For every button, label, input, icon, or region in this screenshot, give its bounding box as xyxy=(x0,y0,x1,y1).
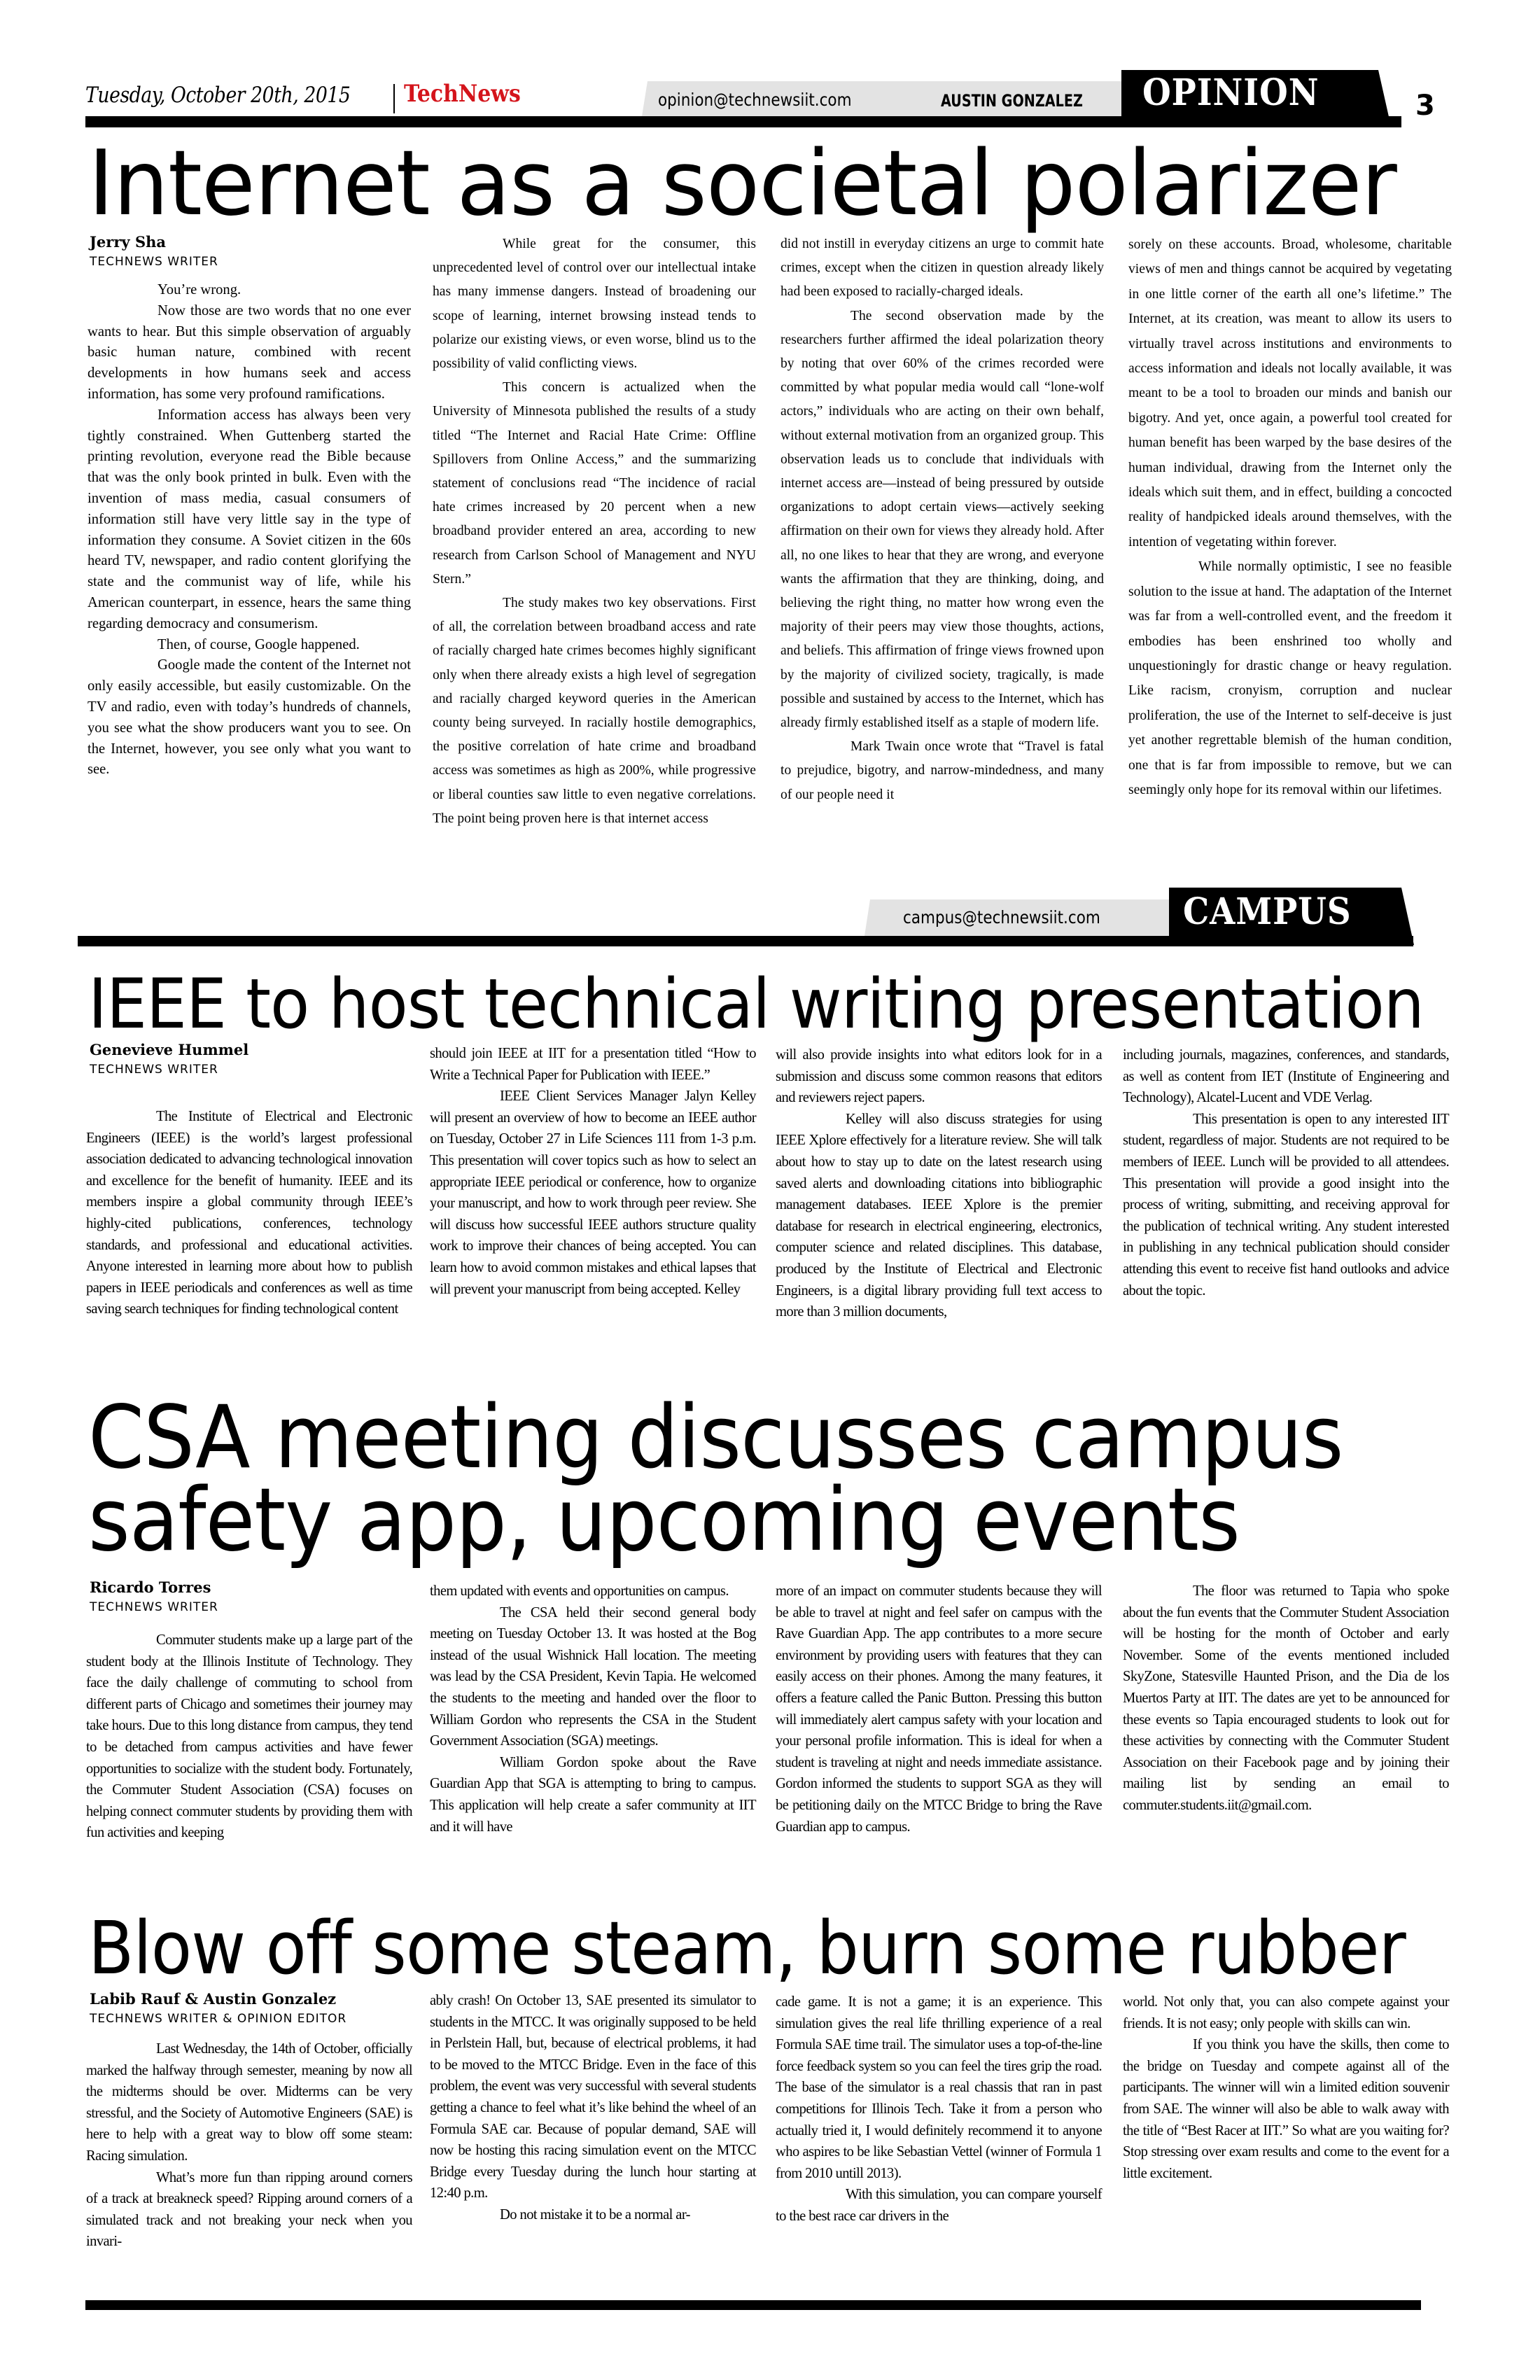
byline xyxy=(90,1578,218,1614)
paragraph: Information access has always been very tightly constrained. When Guttenberg started the printing revolution, everyone read the Bible because that was the only book printed in bulk. Even with the invention of mass media, casual consumers of information still have very little say in the type of information they consume. A Soviet citizen in the 60s heard TV, newspaper, and radio content glorifying the state and the communist way of life, while his American counterpart, in essence, hears the same thing regarding democracy and consumerism. xyxy=(88,407,411,631)
paragraph: While great for the consumer, this unprecedented level of control over our intellectual intake has many immense dangers. Instead of broadening our scope of learning, internet browsing instead tends to polarize our existing views, or even worse, blind us to the possibility of valid conflicting views. xyxy=(433,237,756,372)
article-column-4 xyxy=(1123,1581,1449,1816)
paragraph: should join IEEE at IIT for a presentation titled “How to Write a Technical Paper for Publication with IEEE.” xyxy=(430,1046,756,1083)
article-column-3 xyxy=(780,232,1104,807)
article-headline: Blow off some steam, burn some rubber xyxy=(88,1905,1406,1991)
author-role: TECHNEWS WRITER & OPINION EDITOR xyxy=(90,2012,347,2026)
paragraph: Kelley will also discuss strategies for using IEEE Xplore effectively for a literature review. She will talk about how to stay up to date on the latest research using saved alerts and downloading citations into bibliographic management databases. IEEE Xplore is the premier database for research in electrical engineering, electronics, computer science and related disciplines. This database, produced by the Institute of Electrical and Electronic Engineers, is a digital library providing full text access to more than 3 million documents, xyxy=(776,1111,1102,1320)
paragraph: While normally optimistic, I see no feasible solution to the issue at hand. The adaptation of the Internet was far from a well-controlled event, and the freedom it embodies has been enshrined too wholly and unquestioningly for drastic change or heavy regulation. Like racism, cronyism, corruption and nuclear proliferation, the use of the Internet to self-deceive is just yet another regrettable blemish of the human condition, one that is far from impossible to remove, but we can seemingly only hope for its removal within our lifetimes. xyxy=(1128,559,1452,797)
paragraph: Last Wednesday, the 14th of October, officially marked the halfway through semester, meaning by now all the midterms should be over. Midterms can be very stressful, and the Society of Automotive Engineers (SAE) is here to help with a great way to blow off some steam: Racing simulation. xyxy=(86,2041,412,2164)
article-column-4 xyxy=(1123,1991,1449,2184)
paragraph: The study makes two key observations. First of all, the correlation between broadband access and rate of racially charged hate crimes becomes highly significant only when there already exists a high level of segregation and racially charged keyword queries in the American county being surveyed. In racially hostile demographics, the positive correlation of hate crime and broadband access was sometimes as high as 200%, while progressive or liberal counties saw little to even negative correlations. The point being proven here is that internet access xyxy=(433,596,756,826)
article-column-1 xyxy=(86,1106,412,1320)
paragraph: IEEE Client Services Manager Jalyn Kelley will present an overview of how to become an IEEE author on Tuesday, October 27 in Life Sciences 111 from 1-3 p.m. This presentation will cover topics such as how to select an appropriate IEEE periodical or conference, how to organize your manuscript, and how to work through peer review. She will discuss how successful IEEE authors structure quality work to improve their chances of being accepted. You can learn how to avoid common mistakes and ethical lapses that will prevent your manuscript from being accepted. Kelley xyxy=(430,1088,756,1297)
paragraph: What’s more fun than ripping around corners of a track at breakneck speed? Ripping around corners of a simulated track and not breaking your neck when you invari- xyxy=(86,2169,412,2250)
author-name: Labib Rauf & Austin Gonzalez xyxy=(90,1990,337,2008)
page-number: 3 xyxy=(1415,90,1435,122)
paragraph: This concern is actualized when the University of Minnesota published the results of a study titled “The Internet and Racial Hate Crime: Offline Spillovers from Online Access,” and the summarizing statement of conclusions read “The incidence of racial hate crimes increased by 20 percent when a new broadband provider entered an area, according to new research from Carlson School of Management and NYU Stern.” xyxy=(433,380,756,587)
masthead-separator xyxy=(393,84,395,113)
paragraph: Do not mistake it to be a normal ar- xyxy=(500,2206,690,2222)
headline-line-1: CSA meeting discusses campus xyxy=(88,1387,1343,1488)
paragraph: sorely on these accounts. Broad, wholesome, charitable views of men and things cannot be acquired by vegetating in one little corner of the earth all one’s lifetime.” The Internet, at its creation, was meant to allow its users to virtually travel across institutions and environments to access information and ideals not locally available, it was meant to be a tool to broaden our minds and banish our bigotry. And yet, once again, a powerful tool created for human benefit has been warped by the base desires of the human individual, drawing from the Internet only the ideals which suit them, and in effect, building a concocted reality of handpicked ideals around themselves, with the intention of vegetating within forever. xyxy=(1128,237,1452,550)
article-column-1 xyxy=(88,280,411,780)
paragraph: The second observation made by the researchers further affirmed the ideal polarization theory by noting that over 60% of the crimes recorded were committed by what popular media would call “lone-wolf actors,” individuals who are acting on their own behalf, without external motivation from an organized group. This observation leads us to conclude that individuals with internet access are—instead of being pressured by outside organizations to adopt certain views—actively seeking affirmation on their own for views they already hold. After all, no one likes to hear that they are wrong, and everyone wants the affirmation that they are thinking, doing, and believing the right thing, no matter how wrong even the majority of their peers may view those thoughts, actions, and beliefs. This affirmation of fringe views frowned upon by the majority of civilized society, tragically, is made possible and sustained by access to the Internet, which has already firmly established itself as a staple of modern life. xyxy=(780,308,1104,731)
opinion-email-link[interactable]: opinion@technewsiit.com xyxy=(658,90,852,110)
paragraph: including journals, magazines, conferences, and standards, as well as content from IET (Institute of Engineering and Technology), Alcatel-Lucent and VDE Verlag. xyxy=(1123,1047,1449,1106)
article-column-4 xyxy=(1123,1044,1449,1301)
byline xyxy=(90,1041,248,1077)
paragraph: The CSA held their second general body meeting on Tuesday October 13. It was hosted at the Bog instead of the usual Wishnick Hall location. The meeting was lead by the CSA President, Kevin Tapia. He welcomed the students to the meeting and handed over the floor to William Gordon who represents the CSA in the Student Government Association (SGA) meetings. xyxy=(430,1604,756,1749)
paragraph: Mark Twain once wrote that “Travel is fatal to prejudice, bigotry, and narrow-mindedness, and many of our people need it xyxy=(780,739,1104,802)
issue-date: Tuesday, October 20th, 2015 xyxy=(85,83,351,108)
paragraph: The Institute of Electrical and Electronic Engineers (IEEE) is the world’s largest professional association dedicated to advancing technological innovation and excellence for the benefit of humanity. IEEE and its members inspire a global community through IEEE’s highly-cited publications, conferences, technology standards, and professional and educational activities. Anyone interested in learning more about how to publish papers in IEEE periodicals and conferences as well as time saving search techniques for finding technological content xyxy=(86,1109,412,1317)
paragraph: ably crash! On October 13, SAE presented its simulator to students in the MTCC. It was originally supposed to be held in Perlstein Hall, but, because of electrical problems, it had to be moved to the MTCC Bridge. Even in the face of this problem, the event was very successful with several students getting a chance to feel what it’s like behind the wheel of an Formula SAE car. Because of popular demand, SAE will now be hosting this racing simulation event on the MTCC Bridge every Tuesday during the lunch hour starting at 12:40 p.m. xyxy=(430,1993,756,2202)
article-column-3 xyxy=(776,1044,1102,1323)
author-role: TECHNEWS WRITER xyxy=(90,1600,218,1614)
paragraph: If you think you have the skills, then come to the bridge on Tuesday and compete against all of the participants. The winner will win a limited edition souvenir from SAE. The winner will also be able to walk away with the title of “Best Racer at IIT.” So what are you waiting for? Stop stressing over exam results and come to the event for a little excitement. xyxy=(1123,2037,1449,2181)
headline-line-2: safety app, upcoming events xyxy=(88,1470,1240,1571)
paragraph: cade game. It is not a game; it is an experience. This simulation gives the real life thrilling experience of a real Formula SAE time trail. The simulator uses a top-of-the-line force feedback system so you can feel the tires grip the road. The base of the simulator is a real chassis that ran in past competitions for Illinois Tech. Take it from a person who actually tried it, I would definitely recommend it to anyone who aspires to be like Sebastian Vettel (winner of Formula 1 from 2010 untill 2013). xyxy=(776,1994,1102,2181)
paragraph: With this simulation, you can compare yourself to the best race car drivers in the xyxy=(776,2187,1102,2224)
article-headline: IEEE to host technical writing presentation xyxy=(88,965,1424,1044)
campus-rule xyxy=(78,936,1413,946)
article-column-1 xyxy=(86,2038,412,2253)
byline xyxy=(90,1990,346,2026)
paragraph: Commuter students make up a large part of the student body at the Illinois Institute of Technology. They face the daily challenge of commuting to school from different parts of Chicago and sometimes their journey may take hours. Due to this long distance from campus, they tend to be detached from campus activities and have fewer opportunities to socialize with the student body. Fortunately, the Commuter Student Association (CSA) focuses on helping connect commuter students by providing them with fun activities and keeping xyxy=(86,1632,412,1841)
masthead xyxy=(85,70,1394,126)
paragraph: world. Not only that, you can also compete against your friends. It is not easy; only people with skills can win. xyxy=(1123,1994,1449,2031)
article-column-3 xyxy=(776,1991,1102,2227)
paragraph: more of an impact on commuter students because they will be able to travel at night and feel safer on campus with the Rave Guardian App. The app contributes to a more secure environment by providing users with features that they can easily access on their phones. Among the many features, it offers a feature called the Panic Button. Pressing this button will immediately alert campus safety with your location and your personal profile information. This is ideal for when a student is traveling at night and needs immediate assistance. Gordon informed the students to support SGA as they will be petitioning daily on the MTCC Bridge to bring the Rave Guardian app to campus. xyxy=(776,1583,1102,1835)
opinion-section-label: OPINION xyxy=(1142,71,1320,114)
paragraph: Google made the content of the Internet not only easily accessible, but easily customizable. On the TV and radio, even with today’s hundreds of channels, you see what the show producers want you to see. On the Internet, however, you see only what you want to see. xyxy=(88,657,411,778)
article-column-2 xyxy=(433,232,756,831)
paragraph: Now those are two words that no one ever wants to hear. But this simple observation of arguably basic human nature, combined with recent developments in how humans seek and access information, has some very profound ramifications. xyxy=(88,302,411,402)
campus-section-label: CAMPUS xyxy=(1183,890,1352,933)
article-column-1 xyxy=(86,1630,412,1844)
author-name: Ricardo Torres xyxy=(90,1578,211,1596)
paragraph: This presentation is open to any interested IIT student, regardless of major. Students are not required to be members of IEEE. Lunch will be provided to all attendees. This presentation will provide a good insight into the process of writing, submitting, and receiving approval for the publication of technical writing. Any student interested in publishing in any technical publication should consider attending this event to receive fist hand outlooks and advice about the topic. xyxy=(1123,1111,1449,1298)
paragraph: did not instill in everyday citizens an urge to commit hate crimes, except when the citizen in question already likely had been exposed to racially-charged ideals. xyxy=(780,237,1104,300)
paragraph: You’re wrong. xyxy=(158,282,241,298)
article-headline xyxy=(88,1387,1343,1571)
byline xyxy=(90,233,218,269)
paragraph: Then, of course, Google happened. xyxy=(158,636,360,652)
paragraph: William Gordon spoke about the Rave Guardian App that SGA is attempting to bring to campus. This application will help create a safer community at IIT and it will have xyxy=(430,1754,756,1835)
article-headline: Internet as a societal polarizer xyxy=(88,132,1396,236)
paragraph: The floor was returned to Tapia who spoke about the fun events that the Commuter Student Association will be hosting for the month of October and early November. Some of the events mentioned included SkyZone, Statesville Haunted Prison, and the Dia de los Muertos Party at IIT. The dates are yet to be announced for these events so Tapia encouraged students to look out for these activities by connecting with the Commuter Student Association on their Facebook page and by joining their mailing list by sending an email to commuter.students.iit@gmail.com. xyxy=(1123,1583,1449,1813)
article-column-2 xyxy=(430,1581,756,1837)
campus-email-link[interactable]: campus@technewsiit.com xyxy=(903,907,1100,927)
paragraph: them updated with events and opportunities on campus. xyxy=(430,1583,729,1599)
article-column-4 xyxy=(1128,232,1452,802)
masthead-rule xyxy=(85,116,1401,127)
opinion-editor-name: AUSTIN GONZALEZ xyxy=(941,91,1083,111)
footer-rule xyxy=(85,2300,1421,2310)
technews-logo: TechNews xyxy=(404,80,521,108)
author-role: TECHNEWS WRITER xyxy=(90,255,218,269)
author-name: Genevieve Hummel xyxy=(90,1041,249,1058)
author-role: TECHNEWS WRITER xyxy=(90,1063,218,1077)
article-column-2 xyxy=(430,1990,756,2226)
author-name: Jerry Sha xyxy=(90,233,166,251)
paragraph: will also provide insights into what editors look for in a submission and discuss some common reasons that editors and reviewers reject papers. xyxy=(776,1047,1102,1106)
article-column-2 xyxy=(430,1043,756,1300)
article-column-3 xyxy=(776,1581,1102,1837)
